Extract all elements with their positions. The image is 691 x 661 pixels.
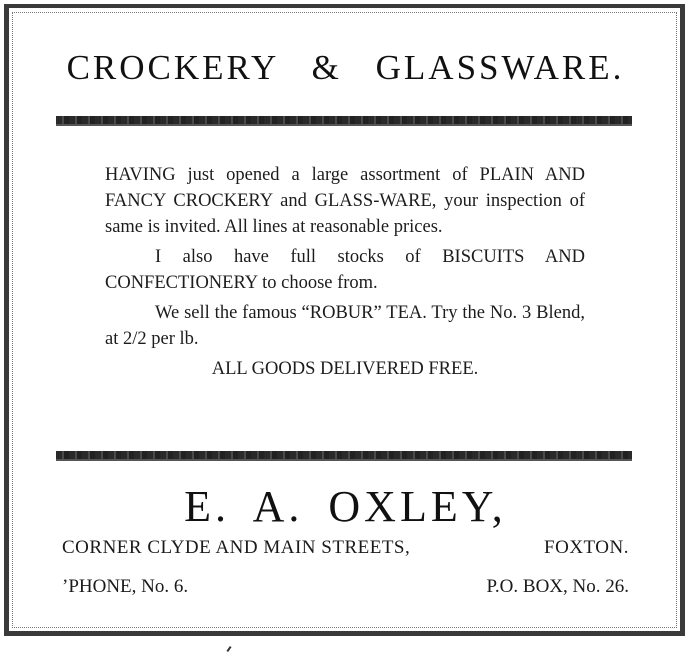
contact-line: [62, 576, 629, 598]
body-paragraph-biscuits: I also have full stocks of BISCUITS AND CONFECTIONERY to choose from.: [105, 247, 585, 293]
body-paragraph-delivery: ALL GOODS DELIVERED FREE.: [211, 359, 479, 379]
body-paragraph-assortment: HAVING just opened a large assortment of PLAIN AND FANCY CROCKERY and GLASS-WARE, your inspection of same is invited. All lines at reasonable prices.: [105, 165, 585, 237]
merchant-name: E. A. OXLEY,: [184, 482, 507, 531]
address-line: [62, 537, 629, 559]
town-name: FOXTON.: [544, 537, 629, 558]
street-address: CORNER CLYDE AND MAIN STREETS,: [62, 537, 411, 558]
top-divider-rule: [56, 116, 632, 126]
bottom-divider-rule: [56, 451, 632, 461]
po-box: P.O. BOX, No. 26.: [486, 576, 629, 597]
print-speck: [226, 646, 231, 652]
body-paragraph-tea: We sell the famous “ROBUR” TEA. Try the No. 3 Blend, at 2/2 per lb.: [105, 303, 585, 349]
advert-body: [105, 162, 585, 382]
advert-headline: CROCKERY & GLASSWARE.: [66, 48, 625, 87]
phone-number: ’PHONE, No. 6.: [62, 576, 189, 597]
